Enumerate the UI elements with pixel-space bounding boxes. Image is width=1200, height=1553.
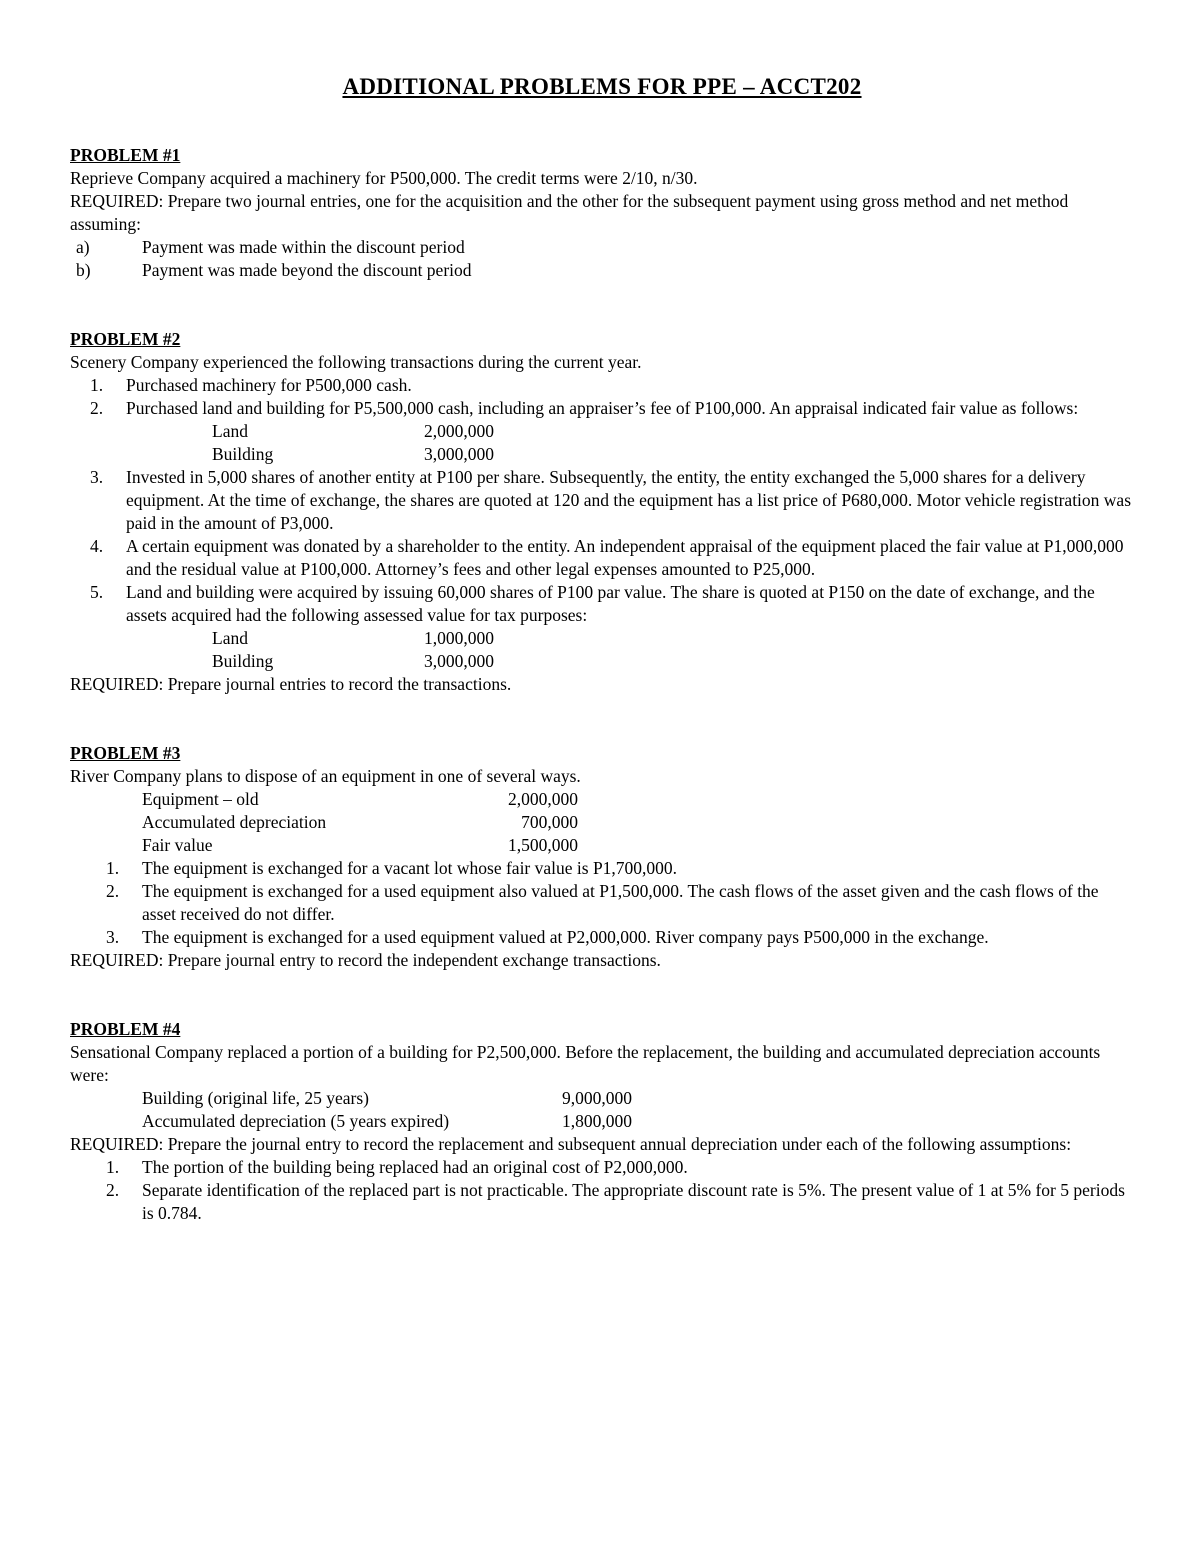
document-title: ADDITIONAL PROBLEMS FOR PPE – ACCT202	[342, 74, 862, 99]
problem-4-intro: Sensational Company replaced a portion of a building for P2,500,000. Before the replacement, the building and accumulated depreciation accounts were:	[70, 1042, 1101, 1085]
value-label: Equipment – old	[142, 789, 259, 809]
value-amount: 1,000,000	[424, 628, 494, 648]
value-row	[70, 1087, 1134, 1110]
problem-3-intro: River Company plans to dispose of an equipment in one of several ways.	[70, 766, 581, 786]
list-item	[70, 374, 1134, 397]
value-label: Land	[212, 421, 248, 441]
value-amount: 3,000,000	[424, 444, 494, 464]
problem-3	[70, 742, 1134, 972]
value-row	[70, 811, 1134, 834]
list-item	[70, 926, 1134, 949]
value-row	[70, 834, 1134, 857]
problem-4-required: REQUIRED: Prepare the journal entry to record the replacement and subsequent annual depreciation under each of the following assumptions:	[70, 1134, 1072, 1154]
value-amount: 9,000,000	[562, 1088, 632, 1108]
problem-3-list	[70, 857, 1134, 949]
list-item-text: Payment was made beyond the discount period	[142, 260, 472, 280]
list-item-text: Separate identification of the replaced part is not practicable. The appropriate discount rate is 5%. The present value of 1 at 5% for 5 periods is 0.784.	[142, 1180, 1125, 1223]
value-label: Building (original life, 25 years)	[142, 1088, 369, 1108]
problem-1-required: REQUIRED: Prepare two journal entries, one for the acquisition and the other for the subsequent payment using gross method and net method assuming:	[70, 191, 1069, 234]
list-item	[70, 857, 1134, 880]
list-item	[70, 1179, 1134, 1225]
list-marker: a)	[76, 237, 90, 257]
value-amount: 2,000,000	[424, 421, 494, 441]
problem-2	[70, 328, 1134, 696]
value-row	[126, 420, 1134, 443]
list-item-text: The equipment is exchanged for a used equipment also valued at P1,500,000. The cash flows of the asset given and the cash flows of the asset received do not differ.	[142, 881, 1099, 924]
problem-3-heading: PROBLEM #3	[70, 743, 181, 763]
list-item	[70, 581, 1134, 673]
list-item-text: Purchased land and building for P5,500,000 cash, including an appraiser’s fee of P100,000. An appraisal indicated fair value as follows:	[126, 398, 1079, 418]
value-amount: 1,500,000	[508, 835, 578, 855]
list-marker: 2.	[106, 881, 120, 901]
value-amount: 1,800,000	[562, 1111, 632, 1131]
list-marker: 2.	[90, 398, 104, 418]
list-marker: 3.	[90, 467, 104, 487]
document-page	[70, 72, 1134, 1225]
list-marker: 3.	[106, 927, 120, 947]
list-item	[70, 1156, 1134, 1179]
list-item	[70, 397, 1134, 466]
list-marker: 1.	[106, 858, 120, 878]
problem-4-list	[70, 1156, 1134, 1225]
value-row	[126, 627, 1134, 650]
problem-1-heading: PROBLEM #1	[70, 145, 181, 165]
problem-1-list	[70, 236, 1134, 282]
list-item-text: The portion of the building being replaced had an original cost of P2,000,000.	[142, 1157, 688, 1177]
problem-2-list	[70, 374, 1134, 673]
problem-2-required: REQUIRED: Prepare journal entries to record the transactions.	[70, 674, 512, 694]
value-label: Building	[212, 444, 274, 464]
value-amount: 700,000	[521, 812, 578, 832]
list-item-text: A certain equipment was donated by a shareholder to the entity. An independent appraisal of the equipment placed the fair value at P1,000,000 and the residual value at P100,000. Attorney’s fees and other legal expenses amounted to P25,000.	[126, 536, 1124, 579]
value-label: Land	[212, 628, 248, 648]
problem-4	[70, 1018, 1134, 1225]
list-item-text: The equipment is exchanged for a used equipment valued at P2,000,000. River company pays P500,000 in the exchange.	[142, 927, 989, 947]
list-item	[70, 236, 1134, 259]
list-item-text: Purchased machinery for P500,000 cash.	[126, 375, 412, 395]
problem-2-intro: Scenery Company experienced the following transactions during the current year.	[70, 352, 642, 372]
list-item	[70, 466, 1134, 535]
value-label: Building	[212, 651, 274, 671]
value-amount: 2,000,000	[508, 789, 578, 809]
list-item-text: The equipment is exchanged for a vacant lot whose fair value is P1,700,000.	[142, 858, 678, 878]
list-marker: 2.	[106, 1180, 120, 1200]
list-item	[70, 880, 1134, 926]
list-marker: 4.	[90, 536, 104, 556]
list-item-text: Invested in 5,000 shares of another entity at P100 per share. Subsequently, the entity, the entity exchanged the 5,000 shares for a delivery equipment. At the time of exchange, the shares are quoted at 120 and the equipment has a list price of P680,000. Motor vehicle registration was paid in the amount of P3,000.	[126, 467, 1132, 533]
value-row	[70, 788, 1134, 811]
list-item-text: Land and building were acquired by issuing 60,000 shares of P100 par value. The share is quoted at P150 on the date of exchange, and the assets acquired had the following assessed value for tax purposes:	[126, 582, 1095, 625]
list-item	[70, 535, 1134, 581]
list-item	[70, 259, 1134, 282]
list-marker: 1.	[106, 1157, 120, 1177]
problem-4-heading: PROBLEM #4	[70, 1019, 181, 1039]
value-label: Accumulated depreciation (5 years expired)	[142, 1111, 450, 1131]
list-marker: 5.	[90, 582, 104, 602]
problem-3-required: REQUIRED: Prepare journal entry to record the independent exchange transactions.	[70, 950, 661, 970]
problem-2-heading: PROBLEM #2	[70, 329, 181, 349]
list-item-text: Payment was made within the discount period	[142, 237, 465, 257]
problem-1	[70, 144, 1134, 282]
value-row	[70, 1110, 1134, 1133]
value-row	[126, 443, 1134, 466]
list-marker: 1.	[90, 375, 104, 395]
value-label: Accumulated depreciation	[142, 812, 327, 832]
value-amount: 3,000,000	[424, 651, 494, 671]
list-marker: b)	[76, 260, 91, 280]
problem-1-intro: Reprieve Company acquired a machinery for P500,000. The credit terms were 2/10, n/30.	[70, 168, 698, 188]
value-row	[126, 650, 1134, 673]
value-label: Fair value	[142, 835, 213, 855]
